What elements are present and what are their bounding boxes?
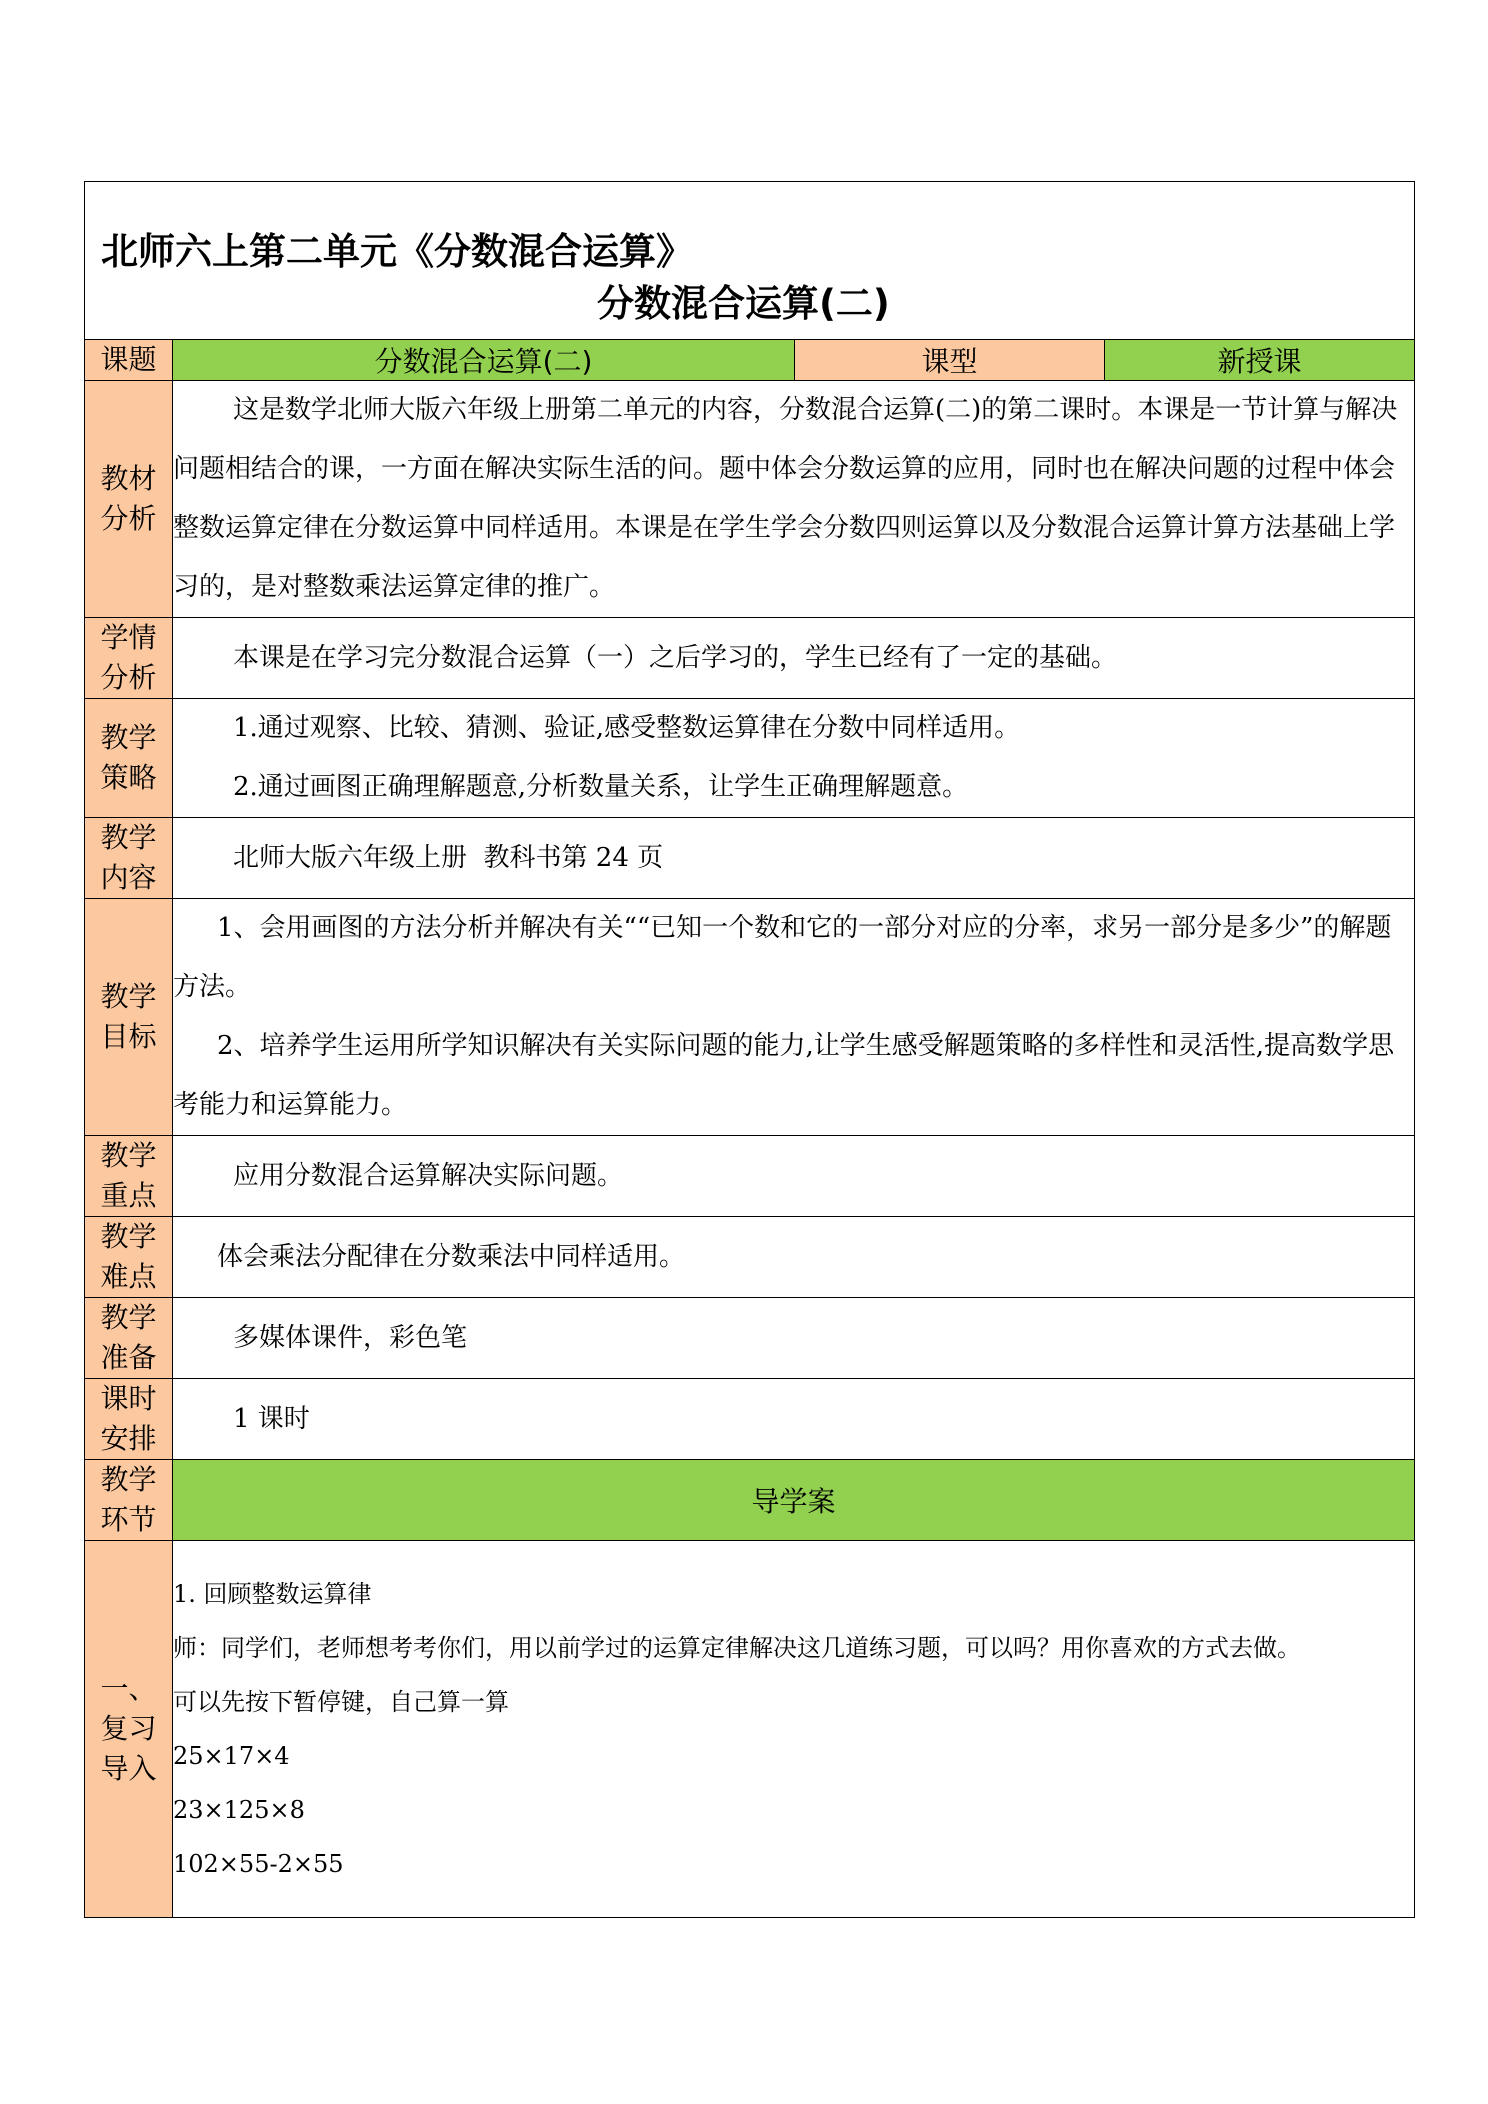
strategy-label: 教学策略 [85,699,173,818]
difficulty-text: 体会乘法分配律在分数乘法中同样适用。 [173,1217,1415,1298]
preparation-label: 教学准备 [85,1298,173,1379]
title-row [85,182,1415,340]
lesson-plan-table [84,181,1415,1918]
difficulty-label: 教学难点 [85,1217,173,1298]
difficulty-row [85,1217,1415,1298]
strategy-item: 2.通过画图正确理解题意,分析数量关系，让学生正确理解题意。 [233,772,969,802]
lesson-plan-sheet [84,181,1414,1918]
key-row [85,1136,1415,1217]
goals-label: 教学目标 [85,899,173,1136]
preparation-text: 多媒体课件，彩色笔 [173,1298,1415,1379]
review-line: 1. 回顾整数运算律 [173,1580,372,1608]
review-line: 23×125×8 [173,1796,305,1824]
goals-text [173,899,1415,1136]
review-line: 可以先按下暂停键，自己算一算 [173,1688,509,1716]
topic-value: 分数混合运算(二) [173,340,795,381]
content-row [85,818,1415,899]
review-line: 25×17×4 [173,1742,290,1770]
schedule-row [85,1379,1415,1460]
material-row [85,381,1415,618]
schedule-label: 课时安排 [85,1379,173,1460]
content-text: 北师大版六年级上册 教科书第 24 页 [173,818,1415,899]
key-label: 教学重点 [85,1136,173,1217]
topic-row [85,340,1415,381]
goal-item: 1、会用画图的方法分析并解决有关““已知一个数和它的一部分对应的分率，求另一部分是多少”的解题方法。 [173,913,1392,1002]
stage-label: 教学环节 [85,1460,173,1541]
strategy-text [173,699,1415,818]
content-label: 教学内容 [85,818,173,899]
topic-label: 课题 [85,340,173,381]
review-label: 一、复习导入 [85,1541,173,1918]
learner-label: 学情分析 [85,618,173,699]
preparation-row [85,1298,1415,1379]
material-label: 教材分析 [85,381,173,618]
review-text [173,1541,1415,1918]
review-line: 师：同学们，老师想考考你们，用以前学过的运算定律解决这几道练习题，可以吗？用你喜欢的方式去做。 [173,1634,1301,1662]
stage-row [85,1460,1415,1541]
learner-row [85,618,1415,699]
material-text: 这是数学北师大版六年级上册第二单元的内容，分数混合运算(二)的第二课时。本课是一节计算与解决问题相结合的课，一方面在解决实际生活的问。题中体会分数运算的应用，同时也在解决问题的过程中体会整数运算定律在分数运算中同样适用。本课是在学生学会分数四则运算以及分数混合运算计算方法基础上学习的，是对整数乘法运算定律的推广。 [173,381,1415,618]
lesson-subtitle: 分数混合运算(二) [597,281,890,325]
goals-row [85,899,1415,1136]
strategy-item: 1.通过观察、比较、猜测、验证,感受整数运算律在分数中同样适用。 [233,713,1021,743]
review-line: 102×55-2×55 [173,1850,344,1878]
goal-item: 2、培养学生运用所学知识解决有关实际问题的能力,让学生感受解题策略的多样性和灵活性,提高数学思考能力和运算能力。 [173,1031,1395,1120]
learner-text: 本课是在学习完分数混合运算（一）之后学习的，学生已经有了一定的基础。 [173,618,1415,699]
type-label: 课型 [795,340,1105,381]
schedule-text: 1 课时 [173,1379,1415,1460]
stage-value: 导学案 [173,1460,1415,1541]
document-title: 北师六上第二单元《分数混合运算》 [101,229,693,273]
type-value: 新授课 [1105,340,1415,381]
key-text: 应用分数混合运算解决实际问题。 [173,1136,1415,1217]
title-cell [85,182,1415,340]
review-row [85,1541,1415,1918]
strategy-row [85,699,1415,818]
